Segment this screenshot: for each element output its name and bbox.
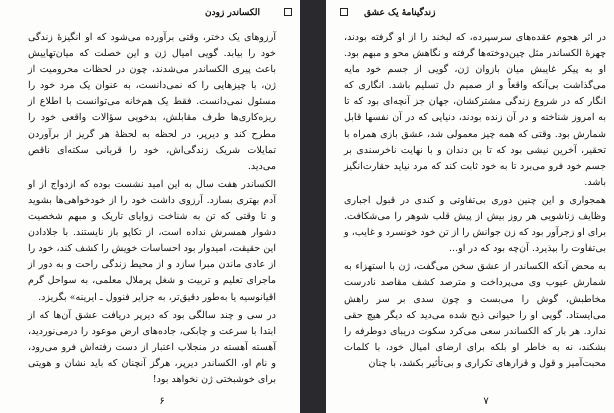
running-header <box>0 6 300 22</box>
paragraph: همجواری و این چنین دوری بی‌تفاوتی و کندی در قبول اجباری وظایف زناشویی هر روز بیش از پیش قلب شوهر را می‌شکافت. برای او زجرآور بود که زن جوانش را از تن خود خونسرد و غایب، و بی‌تفاوت را بپذیرد. آن‌چه بود که در او... <box>344 194 606 255</box>
paragraph: در سی و چند سالگی بود که دیرپر دریافت عشق آن‌ها که از ابتدا با سرعت و چابکی، جاده‌های ارض موعود را درمی‌نوردید، آهسته آهسته در منجلاب اعتبار از دست رفته‌اش فرو می‌رود، و نام او، الکساندر دیرپر، هرگز آنچنان که باید نشان و هویتی برای خوشبختی ژن نخواهد بود! <box>28 309 276 385</box>
header-title: زندگینامهٔ یک عشق <box>364 8 436 18</box>
header-title: الکساندر زودن <box>205 8 261 18</box>
page-body <box>28 30 276 390</box>
paragraph: آرزوهای یک دختر، وقتی برآورده می‌شود که او انگیزهٔ زندگی خود را بیابد. گویی امیال ژن و این خصلت که میان‌تهاییش باعث پیری الکساندر می‌شدند، چون در لحظات محرومیت از ژن، با چیزهایی را که نمی‌دانست، به عنوان یک مرد خود را مسئول نمی‌دانست. فقط یک هم‌خانه می‌توانست با اطلاع از ریزه‌کاری‌ها طرف مقابلش، بدخویی سؤالات واقعی خود را مطرح کند و دیرپر، در لحظه به لحظهٔ هر گریز از برآوردن تمایلات شریک زندگی‌اش، خود را قربانی سکته‌ای ناقص می‌دید. <box>28 32 276 172</box>
running-header <box>326 6 614 22</box>
header-square-icon <box>284 8 292 16</box>
paragraph: به محض آنکه الکساندر از عشق سخن می‌گفت، ژن با استهزاء به شمارش عیوب وی می‌پرداخت و مترصد کشف مقاصد نادرست مخاطبش، گوش را می‌بست و چون سدی بر سر راهش می‌ایستاد. گویی او را حیوانی ذبح شده می‌دید که دیگر هیچ حقی ندارد. هر بار که الکساندر سعی می‌کرد سکوت دریبای دوطرفه را بشکند، نه به خاطر او بلکه برای ارضای امیال خود، با کلمات محبت‌آمیز و قول و قرارهای تکراری و بی‌تأثیر بکشد، با چنان <box>344 261 606 369</box>
paragraph: در اثر هجوم عقده‌های سرسپرده، که لبخند را از او گرفته بودند، چهرهٔ الکساندر مثل چین‌دوخته‌ها گرفته و نگاهش محو و مبهم بود. او به پیکر غایبش میان بازوان ژن، گویی از جسم خود مایه می‌گذاشت بی‌آنکه واقعاً و از صمیم دل تسلیم باشد. انگاری که انگار که در شروع زندگی مشترکشان، جهان جز آنچه‌ای بود که تا به امروز شناخته و در آن زنده بودند، دنیایی که در آن نفسها قابل شمارش بود. وقتی که همه چیز معمولی شد، عشق بازی همراه با تحقیر، آخرین نیشی بود که تا بن دندان و با نهایت ناخرسندی بر جسم خود فرو می‌برد تا به خود ثابت کند که مرد نیاید حقارت‌انگیز باشد. <box>344 32 606 188</box>
page-number: ۷ <box>483 396 489 407</box>
header-square-icon <box>340 8 348 16</box>
right-page <box>326 0 614 413</box>
page-body <box>344 30 606 374</box>
page-number: ۶ <box>159 396 165 407</box>
paragraph: الکساندر هفت سال به این امید نشست بوده که ازدواج از او آدم بهتری بسازد. آرزوی داشت خود را از خودخواهی‌ها بشوید و تا وقتی که تن به شناخت زوایای تاریک و مبهم شخصیت دشوار همسرش نداده است، از تکاپو باز نایستند. با جلادادن این حقیقت، امیدوار بود احساسات خویش را کشف کند، خود را از عادی ماندن مبرا سازد و از محیط زندگی راحت و به دور از ماجرای تعلیم و تربیت و شغل پرملال معلمی، به سواحل گرم اقیانوسیه یا به‌طور دقیق‌تر، به جزایر فنوول ـ ایرینه» بگریزد. <box>27 178 276 303</box>
left-page <box>0 0 300 413</box>
